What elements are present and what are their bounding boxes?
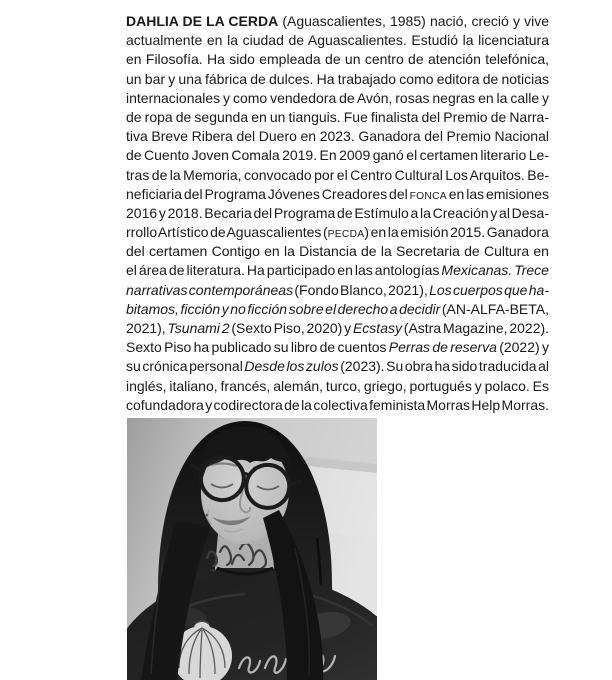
bio-segment: (2022) y — [496, 339, 549, 356]
bio-segment: (AN-ALFA-BETA, — [440, 300, 549, 317]
bio-segment: inglés, italiano, francés, alemán, turco, griego, portugués y polaco. Es — [126, 377, 549, 394]
bio-line-text — [126, 146, 549, 165]
bio-line — [126, 31, 549, 50]
bio-segment: cofundadora y codirectora de la colectiva feminista Morras Help Morras. — [126, 396, 550, 413]
bio-line — [126, 166, 549, 185]
bio-segment: Desde los zulos — [244, 358, 339, 375]
bio-line-text — [126, 50, 549, 69]
bio-line — [126, 300, 549, 319]
bio-segment: tiva Breve Ribera del Duero en 2023. Ganadora del Premio Nacional — [126, 128, 549, 145]
bio-segment: FONCA — [409, 190, 447, 202]
bio-line — [126, 127, 549, 146]
bio-line — [126, 357, 549, 376]
bio-segment: un bar y una fábrica de dulces. Ha trabajado como editora de noticias — [126, 70, 549, 87]
bio-line-text — [126, 261, 549, 280]
bio-line — [126, 108, 549, 127]
bio-segment: en Filosofía. Ha sido empleada de un centro de atención telefónica, — [126, 51, 550, 68]
bio-line — [126, 396, 549, 415]
bio-segment: (Aguascalientes, 1985) nació, creció y vive — [278, 13, 549, 29]
bio-segment: actualmente en la ciudad de Aguascalientes. Estudió la licenciatura — [126, 32, 549, 49]
bio-segment: neficiaria del Programa Jóvenes Creadores del — [126, 185, 410, 202]
bio-line-text — [126, 300, 549, 319]
bio-line-text — [126, 31, 549, 50]
bio-segment: internacionales y como vendedora de Avón, rosas negras en la calle y — [126, 89, 550, 106]
bio-segment: ) en la emisión 2015. Ganadora — [364, 224, 549, 241]
bio-segment: rrollo Artístico de Aguascalientes ( — [126, 224, 328, 241]
bio-segment: Tsunami 2 — [167, 320, 230, 336]
bio-line-text — [126, 281, 549, 300]
bio-segment: Perras de reserva — [388, 339, 497, 356]
bio-segment: Mexicanas. Trece — [441, 262, 549, 279]
portrait-photo — [127, 418, 377, 680]
bio-line — [126, 12, 549, 31]
bio-line-text — [126, 12, 549, 31]
bio-line — [126, 281, 549, 300]
bio-paragraph — [126, 12, 549, 415]
bio-segment: tras de la Memoria, convocado por el Centro Cultural Los Arquitos. Be- — [126, 166, 550, 183]
bio-segment: PECDA — [327, 229, 365, 241]
cheek-mole — [206, 514, 209, 517]
bio-line — [126, 50, 549, 69]
bio-segment: Ecstasy — [352, 320, 402, 336]
bio-line — [126, 261, 549, 280]
bio-line-text — [126, 357, 549, 376]
bio-segment: su crónica personal — [126, 358, 245, 375]
bio-segment: bitamos, ficción y no ficción sobre el derecho a decidir — [126, 300, 441, 317]
bio-line — [126, 319, 549, 338]
bio-line-text — [126, 108, 549, 127]
bio-segment: 2021), — [126, 320, 168, 336]
bio-line — [126, 70, 549, 89]
bio-line — [126, 146, 549, 165]
bio-segment: en las emisiones — [446, 185, 549, 202]
bio-segment: de ropa de segunda en un tianguis. Fue finalista del Premio de Narra- — [126, 108, 549, 125]
bio-line-text — [126, 377, 549, 396]
bio-segment: (Sexto Piso, 2020) y — [229, 320, 353, 336]
bio-segment: 2016 y 2018. Becaria del Programa de Estímulo a la Creación y al Desa- — [126, 204, 550, 221]
bio-segment: (Astra Magazine, 2022). — [401, 320, 550, 336]
bio-segment: Sexto Piso ha publicado su libro de cuentos — [126, 339, 389, 356]
bio-segment: (Fondo Blanco, 2021), — [293, 281, 430, 298]
bio-line — [126, 223, 549, 242]
bio-line — [126, 204, 549, 223]
bio-segment: narrativas contemporáneas — [126, 281, 294, 298]
bio-line — [126, 185, 549, 204]
bio-segment: el área de literatura. Ha participado en las antologías — [126, 262, 442, 279]
bio-line-text — [126, 70, 549, 89]
bio-line-text — [126, 166, 549, 185]
bio-line — [126, 338, 549, 357]
bio-segment: de Cuento Joven Comala 2019. En 2009 ganó el certamen literario Le- — [126, 147, 549, 164]
bio-line-text — [126, 338, 549, 357]
bio-line-text — [126, 223, 549, 244]
bio-line-text — [126, 185, 549, 206]
bio-segment: Los cuerpos que ha- — [429, 281, 549, 298]
bio-segment: del certamen Contigo en la Distancia de la Secretaria de Cultura en — [126, 243, 549, 260]
bio-segment: DAHLIA DE LA CERDA — [126, 13, 279, 29]
portrait-photo-illustration — [127, 418, 377, 680]
bio-line-text — [126, 89, 549, 108]
bio-line-text — [126, 319, 549, 338]
bio-line — [126, 242, 549, 261]
bio-line-text — [126, 204, 549, 223]
bio-segment: (2023). Su obra ha sido traducida al — [338, 358, 549, 375]
bio-line-text — [126, 242, 549, 261]
bio-line — [126, 377, 549, 396]
bio-line-text — [126, 127, 549, 146]
bio-line — [126, 89, 549, 108]
bio-line-text — [126, 396, 549, 415]
